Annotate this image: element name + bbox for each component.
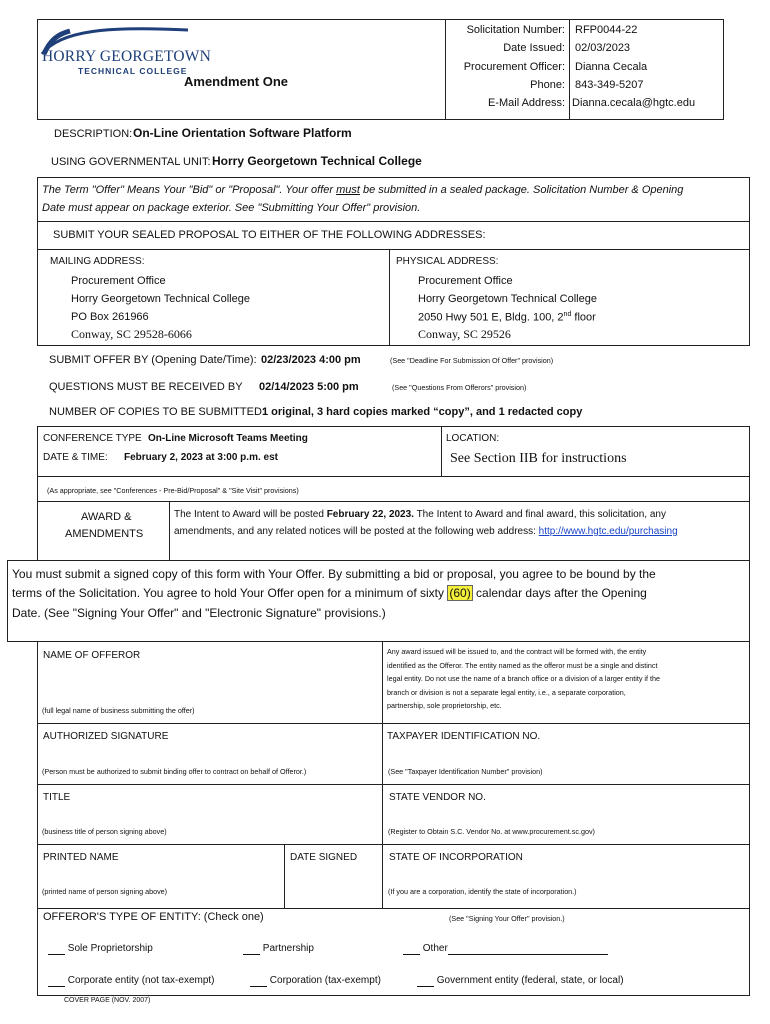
offer-deadline-label: SUBMIT OFFER BY (Opening Date/Time): [49,354,257,366]
location-label: LOCATION: [446,433,500,444]
logo-line1: HORRY GEORGETOWN [42,48,211,65]
description-label: DESCRIPTION: [54,128,133,140]
sign-notice-line2 [12,587,647,601]
entity-notice-line: branch or division is not a separate legal entity, i.e., a separate corporation, [387,687,626,697]
title-field[interactable] [40,806,378,826]
award-text-line2 [174,526,678,538]
offer-deadline-note: (See "Deadline For Submission Of Offer" provision) [390,356,554,365]
sign-notice-text: calendar days after the Opening [472,586,647,600]
award-text: amendments, and any related notices will be posted at the following web address: [174,526,539,537]
incorporation-note: (If you are a corporation, identify the state of incorporation.) [388,887,577,896]
option-label: Corporate entity (not tax-exempt) [67,975,215,986]
entity-notice-line: partnership, sole proprietorship, etc. [387,701,502,710]
entity-notice-line: Any award issued will be issued to, and the contract will be formed with, the entity [387,647,647,656]
info-label: E-Mail Address: [487,97,565,109]
sign-notice-line1: You must submit a signed copy of this form with Your Offer. By submitting a bid or proposal, you agree to be bound by the [12,567,656,581]
footer-label: COVER PAGE (NOV. 2007) [64,997,151,1004]
mailing-line: PO Box 261966 [71,311,149,323]
submit-heading: SUBMIT YOUR SEALED PROPOSAL TO EITHER OF THE FOLLOWING ADDRESSES: [53,229,486,241]
option-partnership[interactable] [243,943,314,955]
info-divider [569,19,570,120]
info-value: 843-349-5207 [575,79,644,91]
incorporation-label: STATE OF INCORPORATION [389,852,523,863]
questions-note: (See "Questions From Offerors" provision) [392,383,527,392]
conference-type-value: On-Line Microsoft Teams Meeting [148,433,308,444]
document-title: Amendment One [184,74,289,89]
offer-note-must: must [336,184,360,196]
award-text-line1 [174,509,666,521]
option-label: Government entity (federal, state, or local) [436,975,624,986]
physical-line [418,311,596,324]
questions-value: 02/14/2023 5:00 pm [259,381,359,393]
award-label1: AWARD & [81,511,132,523]
sign-notice-line3: Date. (See "Signing Your Offer" and "Electronic Signature" provisions.) [12,606,386,620]
questions-label: QUESTIONS MUST BE RECEIVED BY [49,381,243,393]
location-value: See Section IIB for instructions [450,451,627,466]
description-value: On-Line Orientation Software Platform [133,126,352,140]
vendor-field[interactable] [386,806,746,826]
copies-value: 1 original, 3 hard copies marked “copy”, and 1 redacted copy [262,406,583,418]
offer-deadline-value: 02/23/2023 4:00 pm [261,354,361,366]
award-text: The Intent to Award and final award, this solicitation, any [413,509,666,520]
address-divider [389,249,390,346]
conference-type-label: CONFERENCE TYPE [43,433,142,444]
college-logo [40,26,211,86]
physical-title: PHYSICAL ADDRESS: [396,256,499,267]
option-corporation-tax-exempt[interactable] [250,975,381,987]
title-label: TITLE [43,792,71,803]
checkbox-blank[interactable] [403,954,420,955]
award-label2: AMENDMENTS [65,528,144,540]
checkbox-blank[interactable] [48,986,65,987]
info-label: Solicitation Number: [466,24,565,36]
physical-line: Procurement Office [418,275,513,287]
mailing-line: Conway, SC 29528-6066 [71,327,192,341]
grid-divider [382,641,383,909]
entity-notice-line: identified as the Offeror. The entity named as the offeror must be a single and distinct [387,660,658,670]
physical-sup: nd [563,311,572,318]
physical-line: Horry Georgetown Technical College [418,293,597,305]
option-corporate-entity[interactable] [48,975,215,987]
vendor-label: STATE VENDOR NO. [389,792,486,803]
checkbox-blank[interactable] [417,986,434,987]
option-other[interactable] [403,943,608,955]
entity-type-label: OFFEROR'S TYPE OF ENTITY: (Check one) [43,911,264,923]
logo-line2: TECHNICAL COLLEGE [78,66,188,76]
info-value: Dianna Cecala [575,61,648,73]
info-value: Dianna.cecala@hgtc.edu [572,97,696,109]
physical-floor: floor [571,311,596,324]
sign-notice-text: terms of the Solicitation. You agree to hold Your Offer open for a minimum of sixty [12,586,448,600]
offer-note-line2: Date must appear on package exterior. See "Submitting Your Offer" provision. [42,202,421,214]
other-specify-field[interactable] [448,954,608,955]
option-government-entity[interactable] [417,975,624,987]
option-label: Sole Proprietorship [67,943,153,954]
vendor-note: (Register to Obtain S.C. Vendor No. at www.procurement.sc.gov) [388,827,595,836]
info-label: Phone: [530,79,565,91]
offeror-name-label: NAME OF OFFEROR [43,650,141,661]
option-sole-proprietorship[interactable] [48,943,153,955]
offer-note-line1 [42,184,683,197]
grid-rule [37,784,750,785]
mailing-line: Procurement Office [71,275,166,287]
printed-name-field[interactable] [40,866,280,886]
conference-divider [441,426,442,477]
copies-label: NUMBER OF COPIES TO BE SUBMITTED: [49,406,265,418]
option-label: Other [422,943,448,954]
date-signed-field[interactable] [288,866,378,904]
physical-street: 2050 Hwy 501 E, Bldg. 100, 2 [418,311,564,324]
entity-type-note: (See "Signing Your Offer" provision.) [449,914,565,923]
physical-line: Conway, SC 29526 [418,327,511,341]
unit-value: Horry Georgetown Technical College [212,154,422,168]
offeror-name-field[interactable] [40,664,378,702]
mailing-title: MAILING ADDRESS: [50,256,145,267]
award-text: The Intent to Award will be posted [174,509,327,520]
option-label: Corporation (tax-exempt) [269,975,381,986]
checkbox-blank[interactable] [243,954,260,955]
grid-rule [37,723,750,724]
signature-label: AUTHORIZED SIGNATURE [43,731,169,742]
conference-note: (As appropriate, see "Conferences - Pre-Bid/Proposal" & "Site Visit" provisions) [47,486,299,495]
award-divider [169,501,170,561]
tin-field[interactable] [386,745,746,765]
offer-note-text: The Term "Offer" Means Your "Bid" or "Proposal". Your offer [42,184,337,196]
sixty-days-highlight: (60) [449,586,471,600]
printed-name-note: (printed name of person signing above) [42,887,168,896]
info-label: Date Issued: [503,42,565,54]
info-value: 02/03/2023 [575,42,631,54]
entity-notice-line: legal entity. Do not use the name of a branch office or a division of a larger entity if the [387,674,661,683]
purchasing-link[interactable]: http://www.hgtc.edu/purchasing [538,526,678,537]
option-label: Partnership [262,943,314,954]
date-signed-label: DATE SIGNED [290,852,358,863]
signature-field[interactable] [40,745,378,765]
info-value: RFP0044-22 [575,24,638,36]
signature-note: (Person must be authorized to submit binding offer to contract on behalf of Offeror.) [42,767,307,776]
conference-dt-label: DATE & TIME: [43,452,108,463]
unit-label: USING GOVERNMENTAL UNIT: [51,156,211,168]
offeror-name-note: (full legal name of business submitting the offer) [42,706,195,715]
tin-label: TAXPAYER IDENTIFICATION NO. [387,731,541,742]
conference-dt-value: February 2, 2023 at 3:00 p.m. est [124,452,278,463]
award-date: February 22, 2023. [326,509,414,520]
title-note: (business title of person signing above) [42,827,167,836]
offer-note-text: be submitted in a sealed package. Solicitation Number & Opening [359,184,684,196]
incorporation-field[interactable] [386,866,746,886]
checkbox-blank[interactable] [250,986,267,987]
conference-rule [37,476,750,477]
printed-name-label: PRINTED NAME [43,852,119,863]
info-label: Procurement Officer: [463,61,565,73]
grid-rule [37,844,750,845]
mailing-line: Horry Georgetown Technical College [71,293,250,305]
tin-note: (See "Taxpayer Identification Number" provision) [388,767,543,776]
checkbox-blank[interactable] [48,954,65,955]
grid-divider [284,844,285,909]
